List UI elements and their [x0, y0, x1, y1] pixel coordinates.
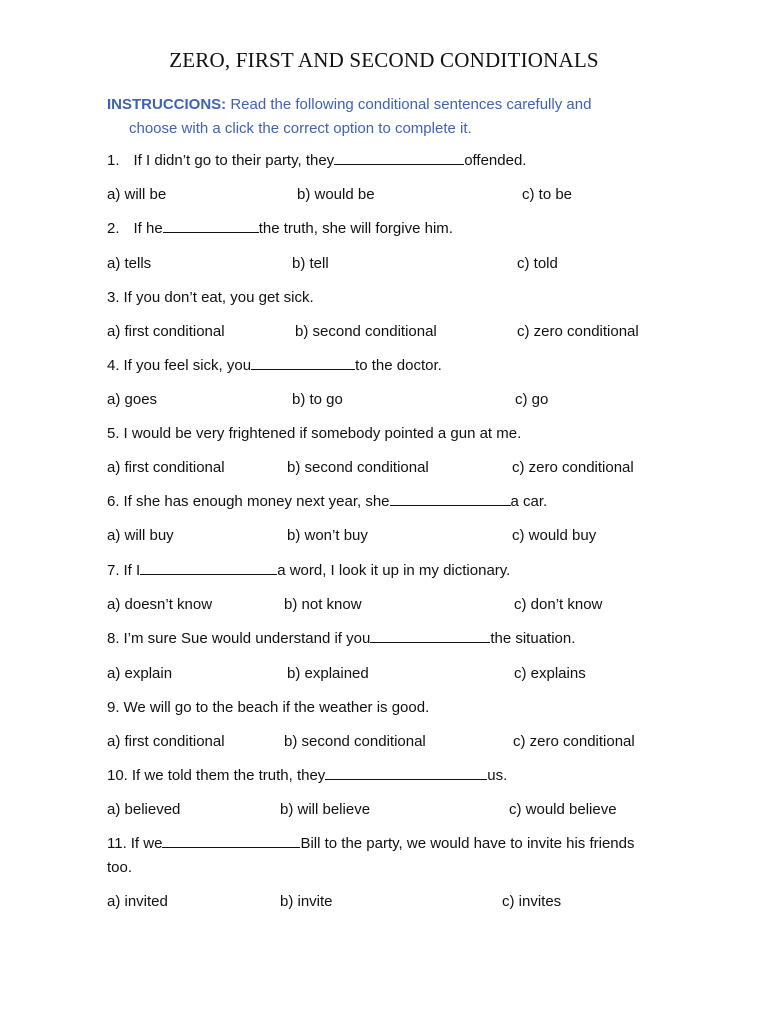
question-text-before: If she has enough money next year, she [123, 493, 390, 510]
question-text-before: I’m sure Sue would understand if you [123, 630, 371, 647]
option-b[interactable]: b) to go [292, 391, 343, 408]
answer-blank [251, 355, 355, 370]
instructions-text-line2: choose with a click the correct option to complete it. [129, 120, 472, 137]
options-2 [107, 252, 687, 276]
page-title: ZERO, FIRST AND SECOND CONDITIONALS [169, 48, 599, 72]
question-11 [107, 832, 637, 880]
option-c[interactable]: c) zero conditional [517, 323, 639, 340]
question-8 [107, 627, 667, 651]
option-a[interactable]: a) first conditional [107, 733, 225, 750]
answer-blank [163, 218, 259, 233]
question-text-after: to the doctor. [355, 357, 442, 374]
question-2 [107, 217, 667, 241]
answer-blank [325, 765, 487, 780]
option-b[interactable]: b) would be [297, 186, 375, 203]
question-number: 2. [107, 220, 120, 237]
question-text-after: a word, I look it up in my dictionary. [277, 562, 511, 579]
options-3 [107, 320, 687, 344]
options-4 [107, 388, 687, 412]
options-6 [107, 524, 687, 548]
option-a[interactable]: a) goes [107, 391, 158, 408]
option-a[interactable]: a) first conditional [107, 323, 225, 340]
answer-blank [390, 491, 511, 506]
option-c[interactable]: c) go [515, 391, 549, 408]
question-text-before: If you feel sick, you [123, 357, 252, 374]
option-c[interactable]: c) explains [514, 665, 586, 682]
option-b[interactable]: b) not know [284, 596, 362, 613]
question-text-after: offended. [464, 152, 527, 169]
instructions [107, 93, 647, 141]
answer-blank [370, 628, 490, 643]
question-5 [107, 422, 667, 446]
question-text-before: If he [133, 220, 163, 237]
question-number: 11. [107, 835, 127, 852]
options-1 [107, 183, 687, 207]
question-text-before: If we [130, 835, 163, 852]
question-number: 4. [107, 357, 120, 374]
question-number: 1. [107, 152, 120, 169]
question-text-before: If I [123, 562, 141, 579]
options-7 [107, 593, 687, 617]
question-6 [107, 490, 667, 514]
question-3 [107, 286, 667, 310]
answer-blank [334, 150, 464, 165]
option-a[interactable]: a) doesn’t know [107, 596, 213, 613]
option-b[interactable]: b) second conditional [287, 459, 429, 476]
question-text-after: the truth, she will forgive him. [258, 220, 453, 237]
question-number: 6. [107, 493, 120, 510]
question-text-before: If you don’t eat, you get sick. [123, 289, 314, 306]
question-10 [107, 764, 667, 788]
option-b[interactable]: b) invite [280, 893, 333, 910]
option-b[interactable]: b) explained [287, 665, 369, 682]
instructions-label: INSTRUCCIONS: [107, 96, 227, 113]
question-text-after: a car. [510, 493, 548, 510]
option-c[interactable]: c) don’t know [514, 596, 603, 613]
question-number: 8. [107, 630, 120, 647]
question-text-before: If we told them the truth, they [131, 767, 326, 784]
question-4 [107, 354, 667, 378]
option-c[interactable]: c) zero conditional [513, 733, 635, 750]
option-c[interactable]: c) invites [502, 893, 562, 910]
option-b[interactable]: b) will believe [280, 801, 371, 818]
option-b[interactable]: b) second conditional [284, 733, 426, 750]
option-a[interactable]: a) invited [107, 893, 168, 910]
question-number: 9. [107, 699, 120, 716]
options-10 [107, 798, 687, 822]
option-c[interactable]: c) told [517, 255, 558, 272]
option-a[interactable]: a) believed [107, 801, 181, 818]
question-number: 10. [107, 767, 128, 784]
option-b[interactable]: b) second conditional [295, 323, 437, 340]
option-b[interactable]: b) tell [292, 255, 329, 272]
option-a[interactable]: a) explain [107, 665, 173, 682]
option-a[interactable]: a) first conditional [107, 459, 225, 476]
question-text-before: We will go to the beach if the weather is good. [123, 699, 430, 716]
question-7 [107, 559, 667, 583]
options-8 [107, 662, 687, 686]
option-c[interactable]: c) would believe [509, 801, 617, 818]
question-number: 5. [107, 425, 120, 442]
question-1 [107, 149, 667, 173]
option-a[interactable]: a) tells [107, 255, 152, 272]
question-text-after: Bill to the party, we would have to invite his friends too. [107, 835, 635, 876]
question-text-after: us. [487, 767, 508, 784]
question-number: 7. [107, 562, 120, 579]
option-c[interactable]: c) zero conditional [512, 459, 634, 476]
option-a[interactable]: a) will buy [107, 527, 174, 544]
question-text-before: I would be very frightened if somebody pointed a gun at me. [123, 425, 522, 442]
option-a[interactable]: a) will be [107, 186, 167, 203]
answer-blank [140, 560, 277, 575]
option-c[interactable]: c) would buy [512, 527, 597, 544]
options-9 [107, 730, 687, 754]
option-c[interactable]: c) to be [522, 186, 573, 203]
question-text-after: the situation. [490, 630, 576, 647]
question-number: 3. [107, 289, 120, 306]
question-9 [107, 696, 667, 720]
option-b[interactable]: b) won’t buy [287, 527, 368, 544]
question-text-before: If I didn’t go to their party, they [133, 152, 335, 169]
options-5 [107, 456, 687, 480]
instructions-text-line1: Read the following conditional sentences carefully and [230, 96, 592, 113]
options-11 [107, 890, 687, 914]
answer-blank [162, 833, 300, 848]
